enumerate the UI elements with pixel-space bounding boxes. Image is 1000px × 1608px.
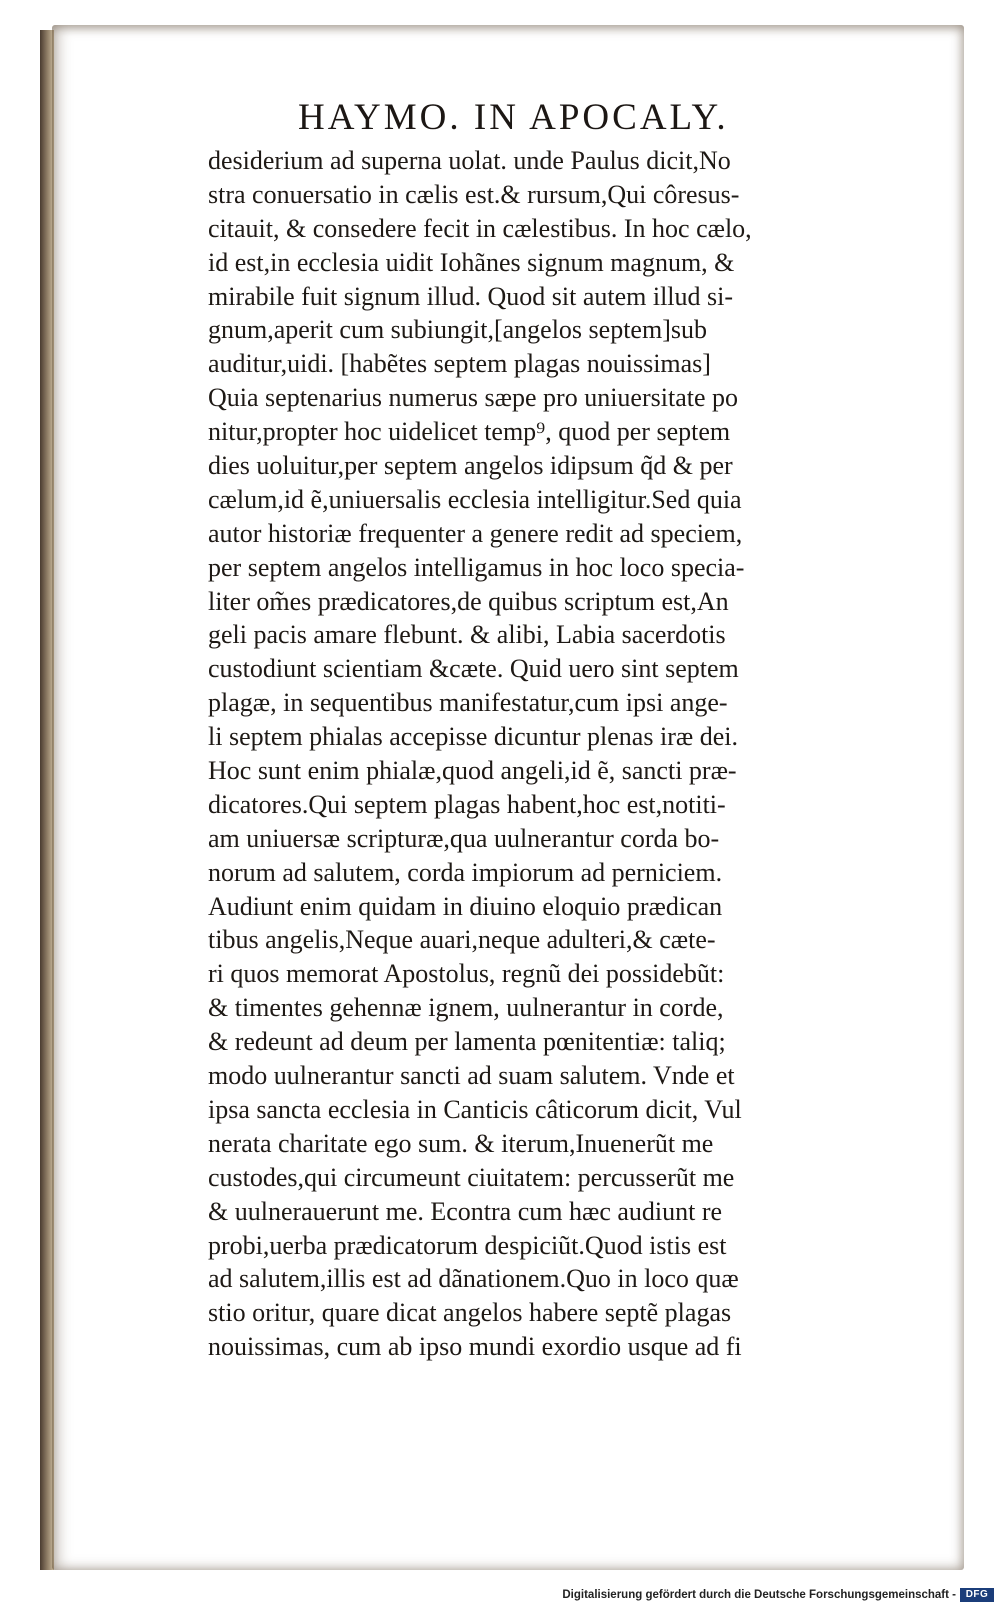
- text-line: custodes,qui circumeunt ciuitatem: percusserũt me: [208, 1162, 735, 1192]
- text-line: auditur,uidi. [habẽtes septem plagas nouissimas]: [208, 349, 711, 379]
- text-line: Audiunt enim quidam in diuino eloquio prædican: [208, 891, 723, 921]
- text-line: mirabile fuit signum illud. Quod sit autem illud si-: [208, 281, 734, 311]
- text-line: tibus angelis,Neque auari,neque adulteri,& cæte-: [208, 925, 716, 955]
- text-line: norum ad salutem, corda impiorum ad perniciem.: [208, 857, 723, 887]
- funding-credit: Digitalisierung gefördert durch die Deutsche Forschungsgemeinschaft -: [562, 1589, 956, 1601]
- text-line: liter om̃es prædicatores,de quibus scriptum est,An: [208, 586, 729, 616]
- text-line: Hoc sunt enim phialæ,quod angeli,id ẽ, sancti præ-: [208, 756, 737, 786]
- text-line: Quia septenarius numerus sæpe pro uniuersitate po: [208, 383, 738, 413]
- footer-bar: [0, 1584, 1000, 1608]
- text-line: & redeunt ad deum per lamenta pœnitentiæ: taliq;: [208, 1027, 726, 1057]
- text-line: am uniuersæ scripturæ,qua uulnerantur corda bo-: [208, 823, 720, 853]
- text-line: desiderium ad superna uolat. unde Paulus dicit,No: [208, 146, 731, 175]
- text-line: nouissimas, cum ab ipso mundi exordio usque ad fi: [208, 1332, 742, 1362]
- text-line: stio oritur, quare dicat angelos habere septẽ plagas: [208, 1298, 732, 1328]
- text-line: & uulnerauerunt me. Econtra cum hæc audiunt re: [208, 1196, 723, 1226]
- text-line: nitur,propter hoc uidelicet temp⁹, quod per septem: [208, 417, 731, 447]
- text-line: li septem phialas accepisse dicuntur plenas iræ dei.: [208, 722, 738, 752]
- text-line: ri quos memorat Apostolus, regnũ dei possidebũt:: [208, 959, 725, 989]
- text-line: citauit, & consedere fecit in cælestibus. In hoc cælo,: [208, 213, 752, 243]
- text-line: custodiunt scientiam &cæte. Quid uero sint septem: [208, 654, 739, 684]
- text-line: nerata charitate ego sum. & iterum,Inuenerũt me: [208, 1128, 714, 1158]
- text-line: geli pacis amare flebunt. & alibi, Labia sacerdotis: [208, 620, 726, 650]
- text-line: ipsa sancta ecclesia in Canticis câticorum dicit, Vul: [208, 1094, 742, 1124]
- body-text: [208, 144, 908, 1364]
- text-line: ad salutem,illis est ad dãnationem.Quo in loco quæ: [208, 1264, 739, 1294]
- text-line: autor historiæ frequenter a genere redit ad speciem,: [208, 518, 743, 548]
- dfg-logo: DFG: [960, 1588, 994, 1602]
- text-line: per septem angelos intelligamus in hoc loco specia-: [208, 552, 745, 582]
- text-line: dies uoluitur,per septem angelos idipsum q̃d & per: [208, 451, 733, 481]
- text-line: id est,in ecclesia uidit Iohãnes signum magnum, &: [208, 247, 735, 277]
- text-line: plagæ, in sequentibus manifestatur,cum ipsi ange-: [208, 688, 728, 718]
- text-line: dicatores.Qui septem plagas habent,hoc est,notiti-: [208, 789, 726, 819]
- text-line: cælum,id ẽ,uniuersalis ecclesia intelligitur.Sed quia: [208, 484, 742, 514]
- text-line: gnum,aperit cum subiungit,[angelos septem]sub: [208, 315, 707, 345]
- text-line: & timentes gehennæ ignem, uulnerantur in corde,: [208, 993, 724, 1023]
- text-line: stra conuersatio in cælis est.& rursum,Qui côresus-: [208, 179, 740, 209]
- text-line: probi,uerba prædicatorum despiciũt.Quod istis est: [208, 1230, 727, 1260]
- text-line: modo uulnerantur sancti ad suam salutem. Vnde et: [208, 1061, 735, 1091]
- running-head: HAYMO. IN APOCALY.: [298, 97, 729, 138]
